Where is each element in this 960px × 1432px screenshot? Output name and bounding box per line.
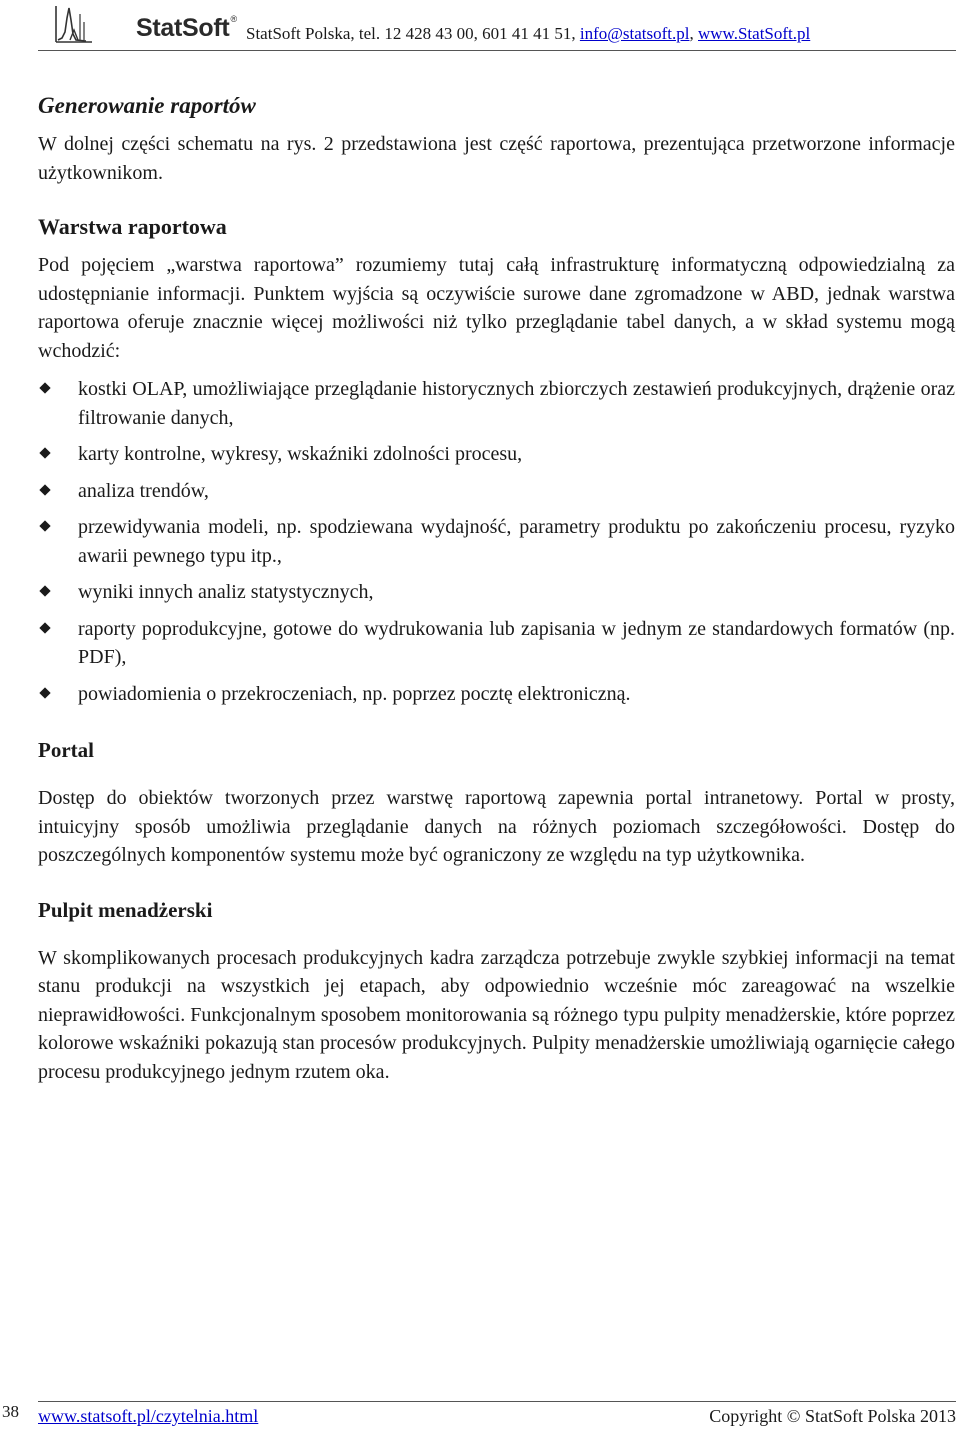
paragraph-portal: Dostęp do obiektów tworzonych przez warstwę raportową zapewnia portal intranetowy. Portal w prosty, intuicyjny sposób umożliwia przeglądanie danych na różnych poziomach szczegółowości. Dostęp do poszczególnych komponentów systemu może być ograniczony ze względu na typ użytkownika. bbox=[38, 787, 955, 866]
statsoft-logo: StatSoft® bbox=[136, 14, 237, 42]
list-item: analiza trendów, bbox=[38, 477, 955, 506]
footer-copyright: Copyright © StatSoft Polska 2013 bbox=[709, 1406, 956, 1426]
section-title-warstwa: Warstwa raportowa bbox=[38, 214, 227, 239]
list-item: kostki OLAP, umożliwiające przeglądanie historycznych zbiorczych zestawień produkcyjnych, drążenie oraz filtrowanie danych, bbox=[38, 375, 955, 432]
page-content bbox=[38, 92, 955, 1086]
section-title-generowanie: Generowanie raportów bbox=[38, 93, 256, 118]
list-item: powiadomienia o przekroczeniach, np. poprzez pocztę elektroniczną. bbox=[38, 680, 955, 709]
bullet-list-warstwa bbox=[38, 375, 955, 708]
paragraph-pulpit: W skomplikowanych procesach produkcyjnych kadra zarządcza potrzebuje zwykle szybkiej informacji na temat stanu produkcji na wszystkich jej etapach, aby odpowiednio wcześnie móc zareagować na wszelkie nieprawidłowości. Funkcjonalnym sposobem monitorowania są różnego typu pulpity menadżerskie, które poprzez kolorowe wskaźniki pokazują stan procesów produkcyjnych. Pulpity menadżerskie umożliwiają ogarnięcie całego procesu produkcyjnego jednym rzutem oka. bbox=[38, 946, 955, 1083]
footer-divider bbox=[38, 1401, 956, 1402]
page-number: 38 bbox=[2, 1402, 19, 1421]
diamond-bullet-icon bbox=[39, 687, 50, 698]
section-title-portal: Portal bbox=[38, 738, 94, 762]
header-contact-info: StatSoft Polska, tel. 12 428 43 00, 601 41 41 51, info@statsoft.pl, www.StatSoft.pl bbox=[246, 24, 811, 43]
header-divider bbox=[38, 50, 956, 51]
list-item: przewidywania modeli, np. spodziewana wydajność, parametry produktu po zakończeniu procesu, ryzyko awarii pewnego typu itp., bbox=[38, 513, 955, 570]
diamond-bullet-icon bbox=[39, 622, 50, 633]
diamond-bullet-icon bbox=[39, 520, 50, 531]
header-contact-text: StatSoft Polska, tel. 12 428 43 00, 601 41 41 51, bbox=[246, 24, 580, 43]
paragraph-generowanie: W dolnej części schematu na rys. 2 przedstawiona jest część raportowa, prezentująca przetworzone informacje użytkownikom. bbox=[38, 133, 955, 184]
page-header bbox=[38, 0, 938, 52]
list-item: karty kontrolne, wykresy, wskaźniki zdolności procesu, bbox=[38, 440, 955, 469]
diamond-bullet-icon bbox=[39, 484, 50, 495]
statsoft-chart-logo-icon bbox=[52, 4, 138, 44]
header-email-link[interactable]: info@statsoft.pl bbox=[579, 24, 690, 43]
diamond-bullet-icon bbox=[39, 447, 50, 458]
header-website-link[interactable]: www.StatSoft.pl bbox=[698, 24, 811, 43]
footer-link[interactable]: www.statsoft.pl/czytelnia.html bbox=[38, 1406, 259, 1426]
diamond-bullet-icon bbox=[39, 585, 50, 596]
section-title-pulpit: Pulpit menadżerski bbox=[38, 897, 213, 922]
list-item: raporty poprodukcyjne, gotowe do wydrukowania lub zapisania w jednym ze standardowych formatów (np. PDF), bbox=[38, 615, 955, 672]
paragraph-warstwa: Pod pojęciem „warstwa raportowa” rozumiemy tutaj całą infrastrukturę informatyczną odpowiedzialną za udostępnianie informacji. Punktem wyjścia są oczywiście surowe dane zgromadzone w ABD, jednak warstwa raportowa oferuje znacznie więcej możliwości niż tylko przeglądanie tabel danych, a w skład systemu mogą wchodzić: bbox=[38, 254, 955, 362]
list-item: wyniki innych analiz statystycznych, bbox=[38, 578, 955, 607]
diamond-bullet-icon bbox=[39, 382, 50, 393]
